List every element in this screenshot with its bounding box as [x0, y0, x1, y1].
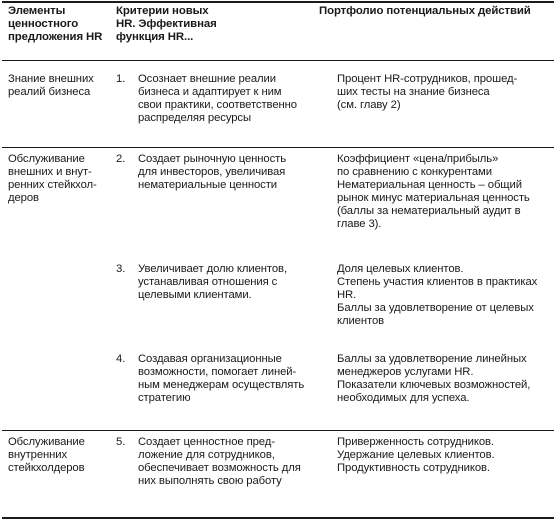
- row-1-number: 1.: [116, 73, 126, 85]
- header-criteria: Критерии новых HR. Эффективная функция HR...: [116, 5, 217, 43]
- row-3-actions: Доля целевых клиентов. Степень участия клиентов в практиках HR. Баллы за удовлетворение от целевых клиентов: [337, 263, 538, 328]
- row-4-actions: Баллы за удовлетворение линейных менеджеров услугами HR. Показатели ключевых возможностей, необходимых для успеха.: [337, 353, 531, 405]
- row-2-actions: Коэффициент «цена/прибыль» по сравнению с конкурентами Нематериальная ценность – общий рынок минус материальная ценность (баллы за нематериальный аудит в главе 3).: [337, 153, 530, 231]
- row-4-criterion: Создавая организационные возможности, помогает линей- ным менеджерам осуществлять стратегию: [138, 353, 305, 405]
- table-bottom-rule: [2, 517, 554, 519]
- row-4-number: 4.: [116, 353, 126, 365]
- row-5-criterion: Создает ценностное пред- ложение для сотрудников, обеспечивает возможность для них выполнять свою работу: [138, 436, 301, 488]
- group-business-realities: Знание внешних реалий бизнеса: [8, 73, 94, 99]
- table-top-rule: [2, 1, 554, 3]
- group-internal-stakeholders: Обслуживание внутренних стейкхолдеров: [8, 436, 85, 475]
- row-2-number: 2.: [116, 153, 126, 165]
- row-3-number: 3.: [116, 263, 126, 275]
- row-1-criterion: Осознает внешние реалии бизнеса и адаптирует к ним свои практики, соответственно распределяя ресурсы: [138, 73, 297, 125]
- row-2-criterion: Создает рыночную ценность для инвесторов, увеличивая нематериальные ценности: [138, 153, 286, 192]
- group-divider-1: [2, 147, 554, 148]
- header-action-portfolio: Портфолио потенциальных действий: [319, 5, 531, 17]
- group-external-internal-stakeholders: Обслуживание внешних и внут- ренних стейкхол- деров: [8, 153, 97, 205]
- row-5-actions: Приверженность сотрудников. Удержание целевых клиентов. Продуктивность сотрудников.: [337, 436, 495, 475]
- row-5-number: 5.: [116, 436, 126, 448]
- row-3-criterion: Увеличивает долю клиентов, устанавливая отношения с целевыми клиентами.: [138, 263, 287, 302]
- header-bottom-rule: [2, 60, 554, 61]
- header-value-elements: Элементы ценностного предложения HR: [8, 5, 103, 43]
- row-1-actions: Процент HR-сотрудников, прошед- ших тесты на знание бизнеса (см. главу 2): [337, 73, 518, 112]
- group-divider-2: [2, 430, 554, 431]
